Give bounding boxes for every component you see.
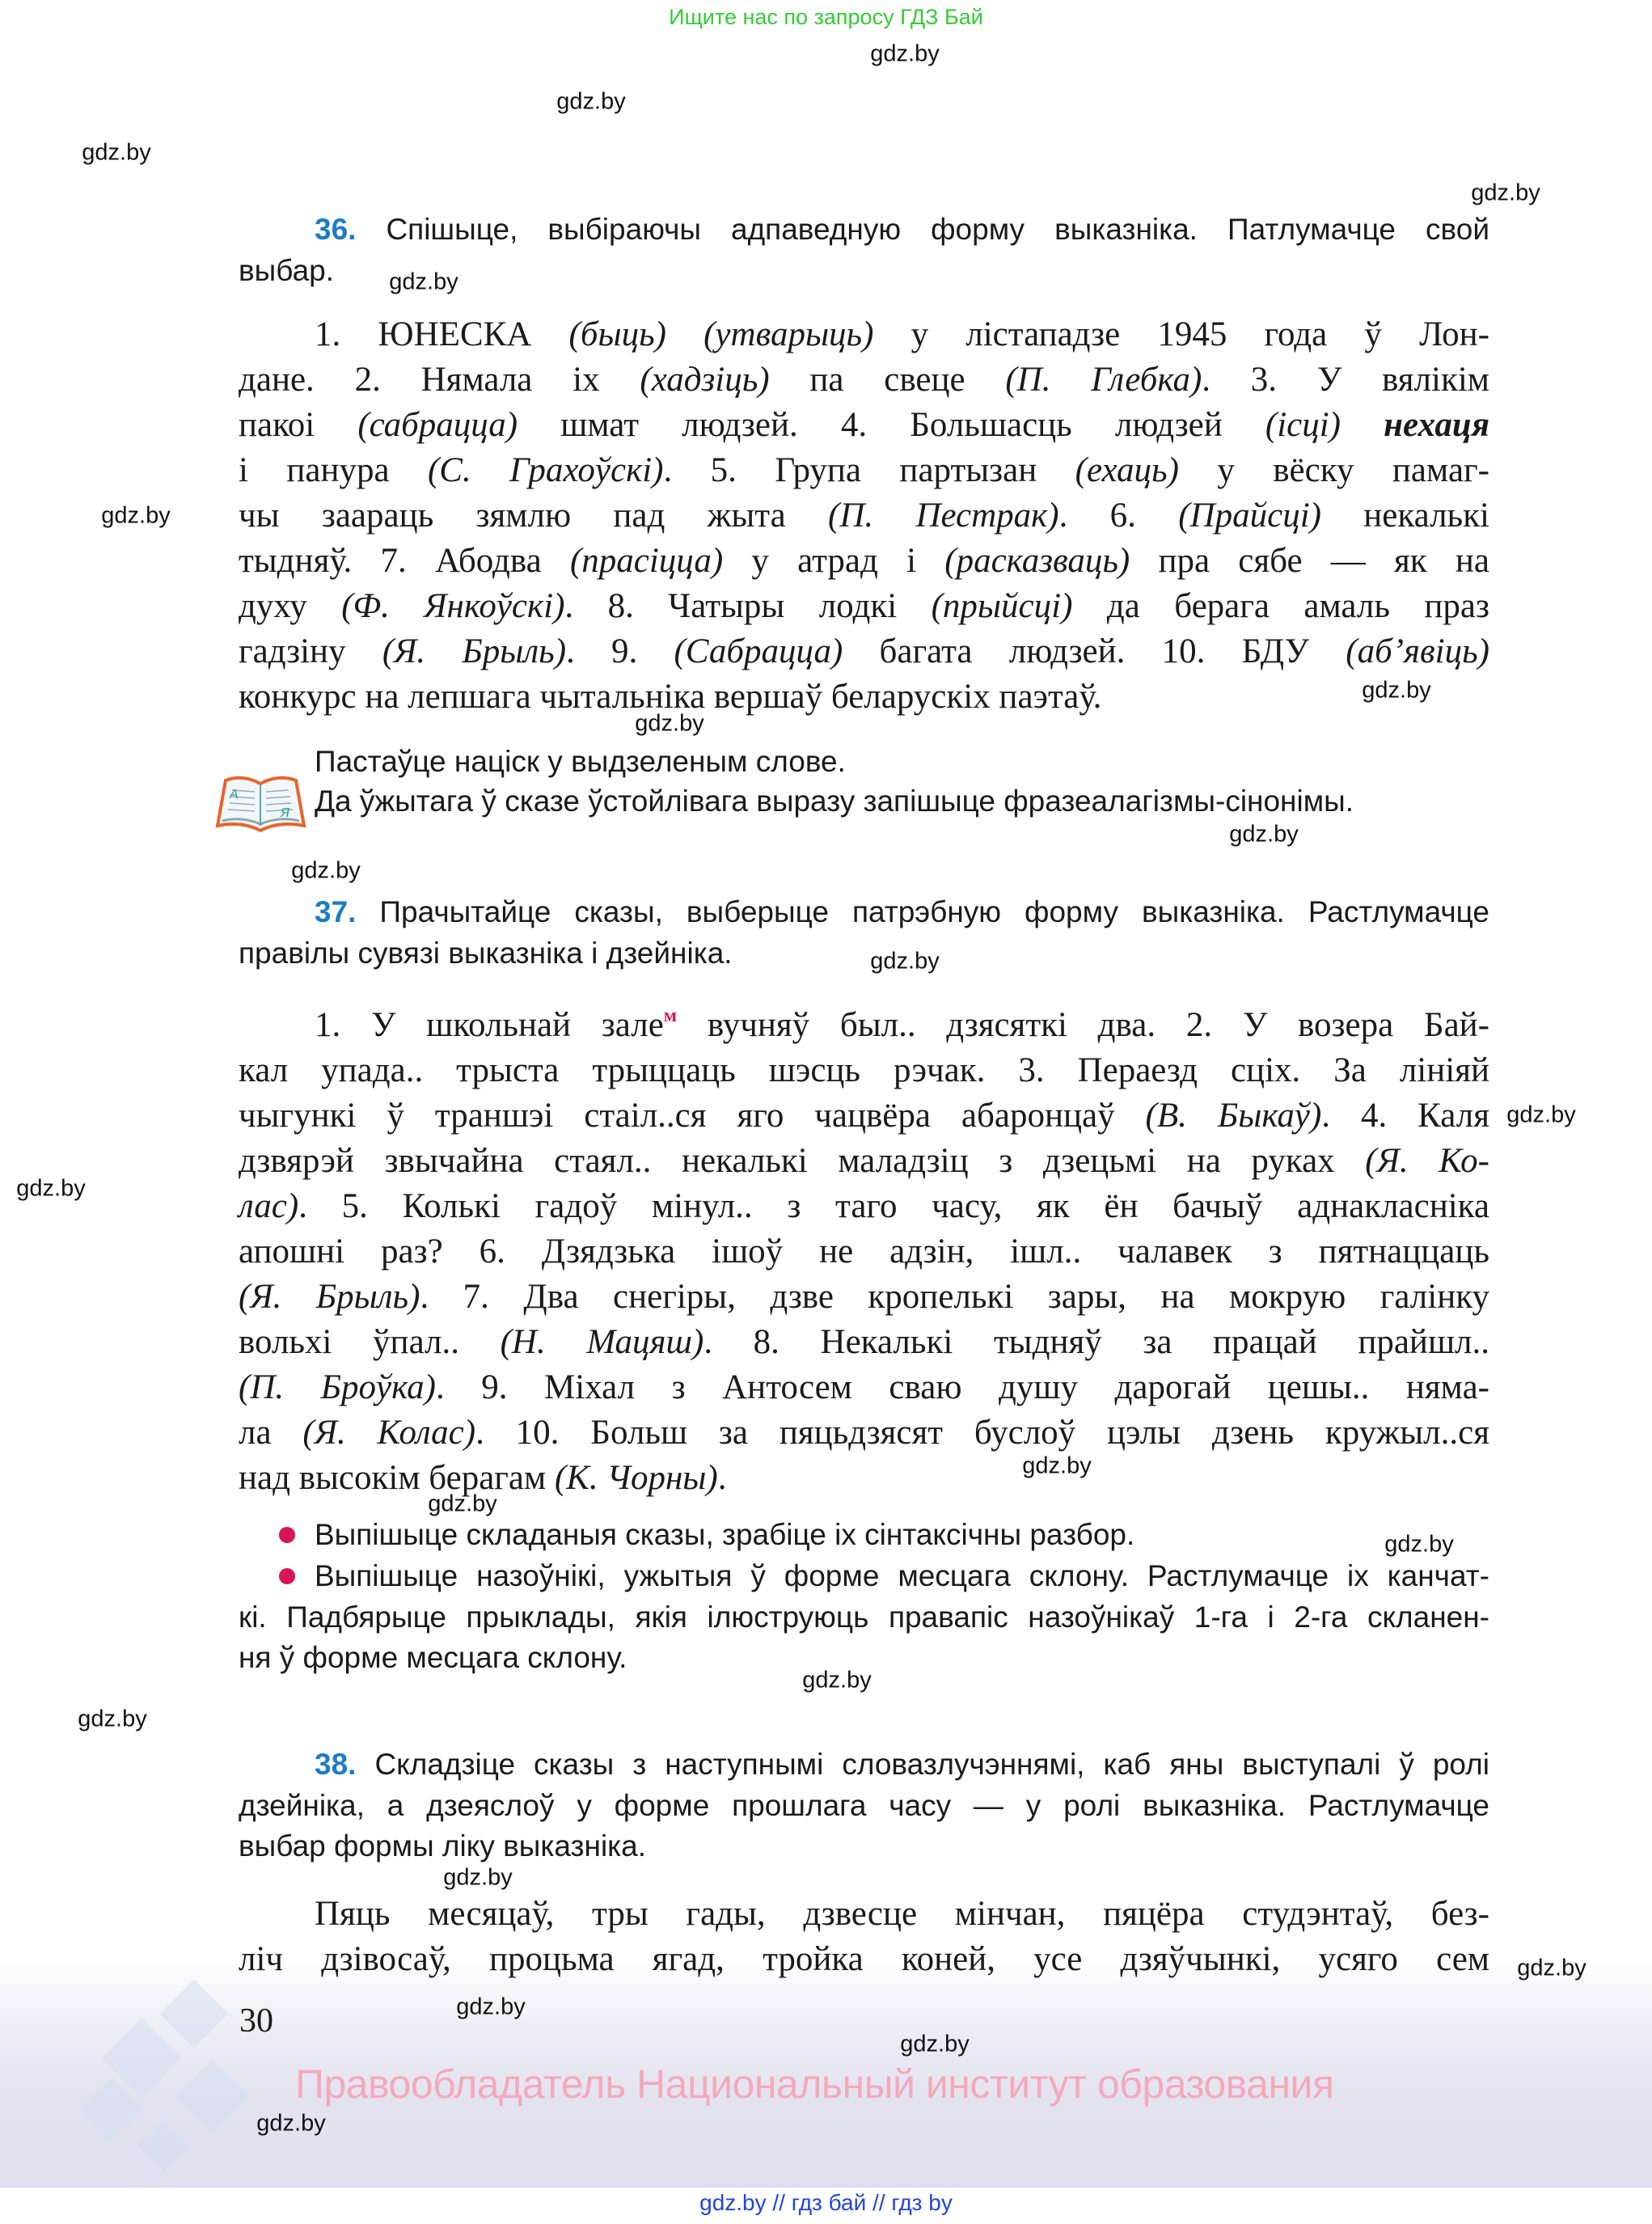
italic-text: (Прайсці) xyxy=(1178,497,1321,535)
text-segment: Прачытайце сказы, выберыце патрэбную форму выказніка. Растлумачце xyxy=(356,895,1489,928)
text-line xyxy=(239,1892,1489,1937)
text-line xyxy=(239,1365,1489,1410)
exercise-number: 37. xyxy=(315,895,357,928)
italic-text: (П. Глебка) xyxy=(1005,361,1202,399)
exercise-number: 38. xyxy=(315,1748,357,1781)
text-segment: тыдняў. 7. Абодва xyxy=(239,542,570,580)
text-line xyxy=(239,448,1489,493)
watermark: gdz.by xyxy=(82,139,151,166)
text-segment: пра сябе — як на xyxy=(1130,542,1489,580)
italic-text: (ісці) xyxy=(1265,406,1341,444)
text-segment: па свеце xyxy=(769,361,1006,399)
italic-text: (ехаць) xyxy=(1075,451,1179,489)
text-segment: некалькі xyxy=(1320,497,1489,535)
text-line xyxy=(239,1786,1489,1827)
text-segment: 1. У школьнай зале xyxy=(315,1006,664,1044)
watermark: gdz.by xyxy=(78,1706,147,1732)
watermark: gdz.by xyxy=(443,1864,513,1891)
top-search-note: Ищите нас по запросу ГДЗ Бай xyxy=(669,5,983,29)
marker-superscript: м xyxy=(663,1005,678,1026)
text-line xyxy=(239,584,1489,629)
watermark: gdz.by xyxy=(428,1490,497,1517)
text-segment: Пяць месяцаў, тры гады, дзвесце мінчан, пяцёра студэнтаў, без- xyxy=(315,1895,1489,1933)
exercise-36-task-idioms xyxy=(239,781,1489,822)
text-line xyxy=(239,1744,1489,1786)
text-segment: ня ў форме месцага склону. xyxy=(239,1641,627,1674)
text-segment: шмат людзей. 4. Большасць людзей xyxy=(518,406,1265,444)
text-segment: апошні раз? 6. Дзядзька ішоў не адзін, ішл.. чалавек з пятнаццаць xyxy=(239,1233,1489,1271)
exercise-36-task-stress xyxy=(239,742,1489,783)
italic-text: (прасіцца) xyxy=(569,542,724,580)
watermark: gdz.by xyxy=(291,857,361,884)
text-segment xyxy=(1341,406,1384,444)
text-line xyxy=(239,892,1489,933)
italic-text: (Я. Ко- xyxy=(1365,1142,1489,1180)
text-line xyxy=(239,1452,1489,1501)
text-segment: . 4. Каля xyxy=(1321,1097,1489,1135)
text-line xyxy=(239,539,1489,584)
italic-text: (В. Быкаў) xyxy=(1145,1097,1322,1135)
text-line xyxy=(239,209,1489,251)
dictionary-book-icon xyxy=(214,772,307,833)
exercise-37-task-1 xyxy=(239,1515,1489,1556)
text-segment: дане. 2. Нямала іх xyxy=(239,361,640,399)
text-line xyxy=(239,1229,1489,1275)
text-segment: Выпішыце складаныя сказы, зрабіце іх сінтаксічны разбор. xyxy=(315,1518,1135,1551)
watermark: gdz.by xyxy=(1384,1531,1454,1558)
exercise-37-task-2 xyxy=(239,1556,1489,1679)
text-line xyxy=(239,1184,1489,1229)
text-segment: выбар. xyxy=(239,253,335,287)
text-segment: Да ўжытага ў сказе ўстойлівага выразу запішыце фразеалагізмы-сінонімы. xyxy=(315,784,1354,818)
text-segment: . 7. Два снегіры, дзве кропелькі зары, на мокрую галінку xyxy=(420,1278,1490,1316)
decor-diamond xyxy=(175,2060,250,2134)
page-number: 30 xyxy=(239,2002,273,2040)
text-segment: пакоі xyxy=(239,406,358,444)
watermark: gdz.by xyxy=(1022,1452,1092,1479)
italic-text: (К. Чорны) xyxy=(554,1459,718,1497)
italic-text: (Ф. Янкоўскі) xyxy=(341,587,565,625)
exercise-37-heading xyxy=(239,892,1489,974)
decor-diamond xyxy=(138,2120,190,2171)
text-line xyxy=(239,1410,1489,1456)
watermark: gdz.by xyxy=(456,1994,526,2020)
text-segment: ла xyxy=(239,1414,303,1452)
text-segment: 1. ЮНЕСКА xyxy=(315,315,569,353)
text-line xyxy=(239,357,1489,403)
text-line xyxy=(239,1320,1489,1365)
exercise-37-text xyxy=(239,993,1489,1501)
text-segment: багата людзей. 10. БДУ xyxy=(843,632,1346,670)
text-segment: духу xyxy=(239,587,342,625)
text-segment: выбар формы ліку выказніка. xyxy=(239,1829,647,1862)
text-segment: Пастаўце націск у выдзеленым слове. xyxy=(315,745,846,778)
watermark: gdz.by xyxy=(870,40,940,67)
text-segment: над высокім берагам xyxy=(239,1459,555,1497)
text-line xyxy=(239,1275,1489,1320)
watermark: gdz.by xyxy=(16,1175,86,1202)
text-line xyxy=(239,1139,1489,1184)
text-segment: у вёску памаг- xyxy=(1178,451,1489,489)
italic-text: (расказваць) xyxy=(944,542,1130,580)
text-segment: у лістападзе 1945 года ў Лон- xyxy=(873,315,1489,353)
watermark: gdz.by xyxy=(1506,1101,1576,1128)
bottom-site-link[interactable]: gdz.by // гдз бай // гдз by xyxy=(699,2190,953,2215)
italic-text: (Сабрацца) xyxy=(674,632,843,670)
italic-text: нехаця xyxy=(1384,406,1489,444)
text-segment: . 9. Міхал з Антосем сваю душу дарогай цешы.. няма- xyxy=(435,1368,1489,1406)
text-segment: дзейніка, а дзеяслоў у форме прошлага часу — у ролі выказніка. Растлумачце xyxy=(239,1788,1489,1822)
text-segment: чы заараць зямлю пад жыта xyxy=(239,497,828,535)
exercise-number: 36. xyxy=(315,213,357,246)
italic-text: (быць) (утварыць) xyxy=(568,315,874,353)
watermark: gdz.by xyxy=(556,88,626,115)
text-segment: у атрад і xyxy=(723,542,945,580)
text-segment: Складзіце сказы з наступнымі словазлучэннямі, каб яны выступалі ў ролі xyxy=(356,1748,1489,1781)
text-segment: . 8. Чатыры лодкі xyxy=(564,587,932,625)
text-segment: . 5. Колькі гадоў мінул.. з таго часу, як ён бачыў аднакласніка xyxy=(298,1187,1489,1225)
text-line xyxy=(239,1048,1489,1093)
text-segment: . 3. У вялікім xyxy=(1202,361,1490,399)
italic-text: (прыйсці) xyxy=(931,587,1073,625)
watermark: gdz.by xyxy=(870,948,940,975)
text-segment: гадзіну xyxy=(239,632,382,670)
text-line xyxy=(239,993,1489,1048)
text-line xyxy=(239,933,1489,975)
watermark: gdz.by xyxy=(900,2031,970,2057)
watermark: gdz.by xyxy=(389,268,458,295)
text-line xyxy=(239,403,1489,448)
text-line xyxy=(239,493,1489,539)
text-line xyxy=(239,1515,1489,1556)
italic-text: (Я. Брыль) xyxy=(239,1278,420,1316)
watermark: gdz.by xyxy=(1362,677,1431,704)
text-segment: да берага амаль праз xyxy=(1072,587,1489,625)
text-segment: і панура xyxy=(239,451,428,489)
watermark: gdz.by xyxy=(1229,821,1299,848)
text-segment: вольхі ўпал.. xyxy=(239,1323,501,1361)
italic-text: (С. Грахоўскі) xyxy=(427,451,664,489)
text-line xyxy=(239,781,1489,822)
decor-diamond xyxy=(160,1980,229,2049)
text-segment: . 10. Больш за пяцьдзясят буслоў цэлы дзень кружыл..ся xyxy=(475,1414,1490,1452)
watermark: gdz.by xyxy=(635,710,704,737)
exercise-36-text xyxy=(239,312,1489,720)
copyright-owner: Правообладатель Национальный институт образования xyxy=(295,2061,1334,2107)
text-segment: кал упада.. трыста трыццаць шэсць рэчак. 3. Пераезд сціх. За лініяй xyxy=(239,1051,1489,1089)
italic-text: (П. Броўка) xyxy=(239,1368,436,1406)
text-line xyxy=(239,1597,1489,1638)
text-line xyxy=(239,1937,1489,1982)
italic-text: (сабрацца) xyxy=(357,406,518,444)
watermark: gdz.by xyxy=(1517,1955,1587,1981)
text-line xyxy=(239,674,1489,720)
italic-text: (П. Пестрак) xyxy=(828,497,1059,535)
exercise-38-text xyxy=(239,1892,1489,1982)
text-segment: . 6. xyxy=(1058,497,1179,535)
italic-text: (Я. Брыль) xyxy=(382,632,567,670)
italic-text: лас) xyxy=(239,1187,299,1225)
text-line xyxy=(239,1556,1489,1597)
watermark: gdz.by xyxy=(256,2110,326,2137)
italic-text: (Я. Колас) xyxy=(302,1414,476,1452)
text-segment: . 8. Некалькі тыдняў за працай прайшл.. xyxy=(703,1323,1490,1361)
svg-text:Я: Я xyxy=(281,806,289,820)
exercise-38-heading xyxy=(239,1744,1489,1867)
text-line xyxy=(239,629,1489,674)
text-line xyxy=(239,742,1489,783)
text-line xyxy=(239,312,1489,357)
text-segment: дзвярэй звычайна стаял.. некалькі маладзіц з дзецьмі на руках xyxy=(239,1142,1366,1180)
text-segment: Выпішыце назоўнікі, ужытыя ў форме месцага склону. Растлумачце іх канчат- xyxy=(315,1559,1489,1592)
watermark: gdz.by xyxy=(101,502,171,529)
text-segment: ліч дзівосаў, процьма ягад, тройка коней, усе дзяўчынкі, усяго сем xyxy=(239,1940,1489,1978)
italic-text: (хадзіць) xyxy=(640,361,770,399)
text-segment: . xyxy=(717,1459,727,1497)
text-segment: чыгункі ў траншэі стаіл..ся яго чацвёра абаронцаў xyxy=(239,1097,1146,1135)
watermark: gdz.by xyxy=(802,1667,872,1693)
watermark: gdz.by xyxy=(1471,180,1540,206)
italic-text: (аб’явіць) xyxy=(1346,632,1490,670)
svg-text:А: А xyxy=(230,788,239,801)
text-segment: кі. Падбярыце прыклады, якія ілюструюць правапіс назоўнікаў 1-га і 2-га скланен- xyxy=(239,1600,1489,1634)
text-segment: вучняў был.. дзясяткі два. 2. У возера Бай- xyxy=(677,1006,1489,1044)
text-line xyxy=(239,1093,1489,1139)
text-segment: правілы сувязі выказніка і дзейніка. xyxy=(239,936,733,970)
italic-text: (Н. Мацяш) xyxy=(500,1323,704,1361)
text-segment: Спішыце, выбіраючы адпаведную форму выказніка. Патлумачце свой xyxy=(356,213,1489,246)
text-segment: конкурс на лепшага чытальніка вершаў беларускіх паэтаў. xyxy=(239,678,1102,716)
text-segment: . 5. Група партызан xyxy=(663,451,1075,489)
text-line xyxy=(239,1826,1489,1867)
text-segment: . 9. xyxy=(566,632,674,670)
